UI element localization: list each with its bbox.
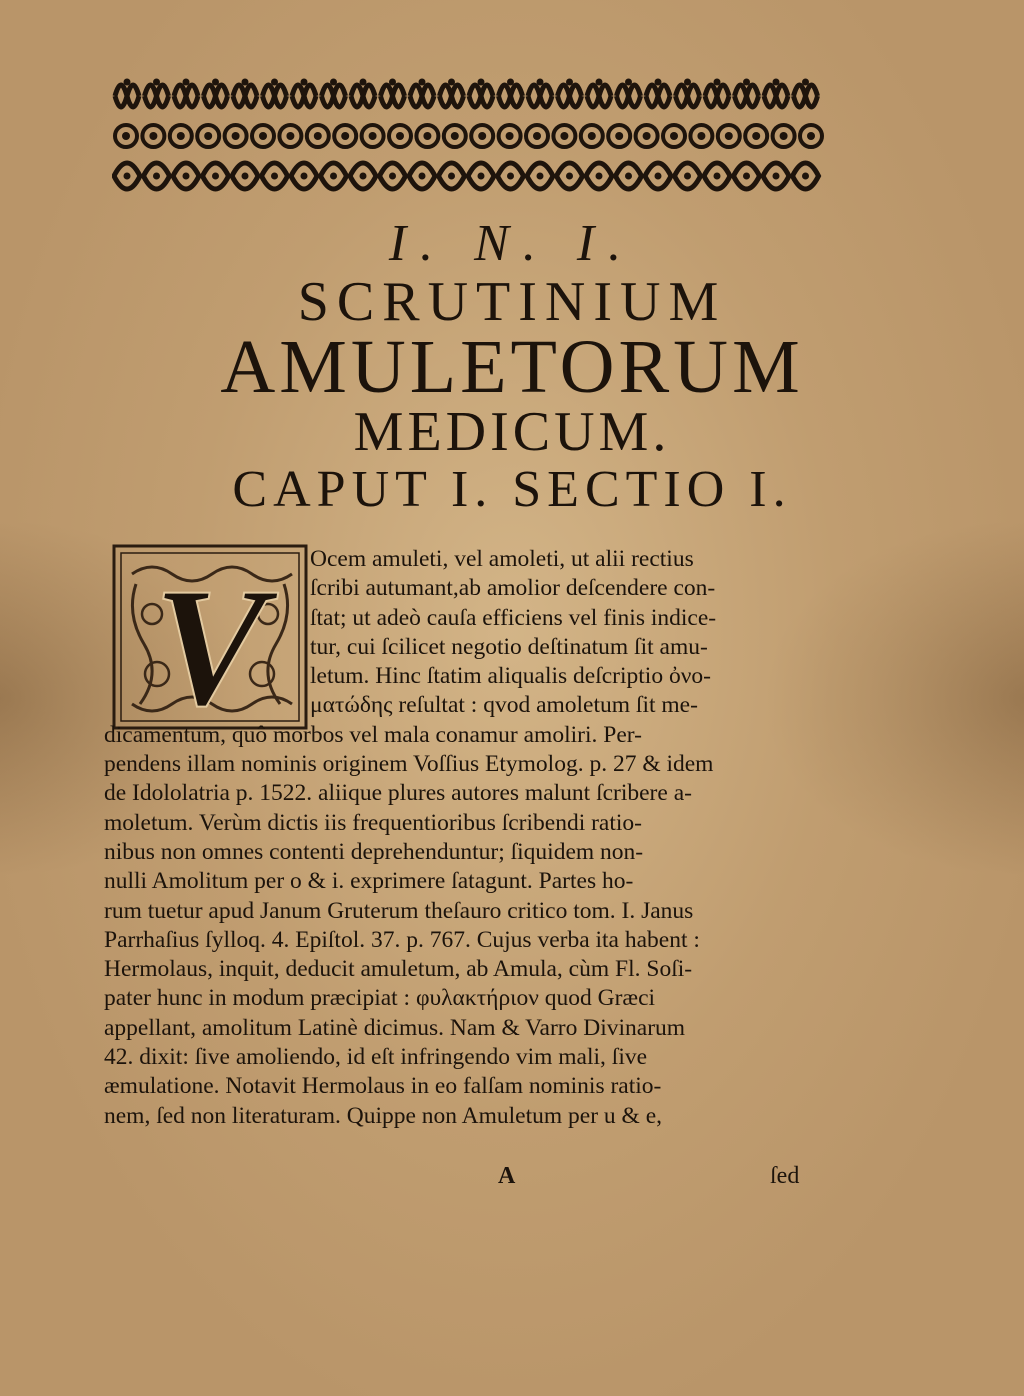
signature-mark: A	[498, 1163, 516, 1189]
ornament-glyph	[684, 173, 691, 180]
ornament-glyph	[780, 132, 788, 140]
ornament-glyph	[615, 132, 623, 140]
ornament-glyph	[292, 85, 316, 107]
text-line: appellant, amolitum Latinè dicimus. Nam & Varro Divinarum	[104, 1014, 686, 1041]
text-line: Ocem amuleti, vel amoleti, ut alii rectius	[310, 546, 694, 572]
text-line: dicamentum, quô morbos vel mala conamur amoliri. Per-	[104, 721, 642, 748]
ornament-glyph	[625, 79, 632, 86]
ornament-glyph	[351, 85, 375, 107]
invocation-initials: I. N. I.	[388, 215, 636, 272]
ornament-glyph	[183, 79, 190, 86]
text-line: ſcribi autumant,ab amolior deſcendere con-	[310, 575, 716, 602]
ornament-glyph	[735, 85, 759, 107]
ornament-glyph	[330, 173, 337, 180]
ornament-glyph	[448, 173, 455, 180]
ornament-glyph	[714, 79, 721, 86]
ornament-glyph	[145, 85, 169, 107]
ornament-glyph	[204, 85, 228, 107]
title-line-1: SCRUTINIUM	[297, 271, 727, 333]
ornament-glyph	[478, 79, 485, 86]
ornament-glyph	[764, 85, 788, 107]
title-line-2: AMULETORUM	[220, 325, 804, 409]
ornament-glyph	[389, 79, 396, 86]
text-line: tur, cui ſcilicet negotio deſtinatum ſit amu-	[310, 633, 708, 660]
ornament-glyph	[233, 85, 257, 107]
ornament-glyph	[360, 79, 367, 86]
ornament-glyph	[124, 173, 131, 180]
ornament-glyph	[714, 173, 721, 180]
ornament-glyph	[271, 79, 278, 86]
ornament-glyph	[177, 132, 185, 140]
ornament-glyph	[499, 85, 523, 107]
ornament-glyph	[242, 79, 249, 86]
ornament-glyph	[743, 173, 750, 180]
ornament-glyph	[440, 85, 464, 107]
ornament-glyph	[301, 79, 308, 86]
ornament-glyph	[566, 173, 573, 180]
text-line: de Idololatria p. 1522. aliique plures autores malunt ſcribere a-	[104, 780, 692, 807]
text-line: rum tuetur apud Janum Gruterum theſauro critico tom. I. Janus	[104, 897, 694, 924]
ornament-glyph	[643, 132, 651, 140]
title-line-3: MEDICUM.	[353, 401, 671, 463]
ornament-glyph	[381, 85, 405, 107]
ornament-glyph	[743, 79, 750, 86]
ornament-glyph	[153, 79, 160, 86]
ornament-glyph	[507, 173, 514, 180]
ornament-glyph	[655, 79, 662, 86]
ornament-glyph	[558, 85, 582, 107]
ornament-glyph	[389, 173, 396, 180]
ornamental-header-band	[112, 68, 834, 202]
text-line: nulli Amolitum per o & i. exprimere ſatagunt. Partes ho-	[104, 868, 634, 895]
text-line: Hermolaus, inquit, deducit amuletum, ab Amula, cùm Fl. Soſi-	[104, 956, 693, 983]
ornament-glyph	[773, 173, 780, 180]
ornament-glyph	[369, 132, 377, 140]
ornament-glyph	[773, 79, 780, 86]
ornament-svg	[112, 68, 834, 202]
ornament-glyph	[259, 132, 267, 140]
text-line: moletum. Verùm dictis iis frequentioribus ſcribendi ratio-	[104, 809, 642, 836]
ornament-glyph	[423, 132, 431, 140]
ornament-glyph	[560, 132, 568, 140]
text-line: letum. Hinc ſtatim aliqualis deſcriptio ὀνο-	[310, 663, 711, 690]
ornament-glyph	[271, 173, 278, 180]
ornament-glyph	[617, 85, 641, 107]
ornament-glyph	[507, 79, 514, 86]
ornament-glyph	[625, 173, 632, 180]
ornament-glyph	[419, 173, 426, 180]
ornament-glyph	[124, 79, 131, 86]
ornament-glyph	[263, 85, 287, 107]
catchword: ſed	[770, 1163, 800, 1189]
ornament-glyph	[506, 132, 514, 140]
ornament-glyph	[478, 173, 485, 180]
dropcap-letter: V	[153, 553, 267, 730]
ornament-glyph	[183, 173, 190, 180]
ornament-glyph	[153, 173, 160, 180]
ornament-glyph	[807, 132, 815, 140]
ornament-glyph	[697, 132, 705, 140]
ornament-glyph	[752, 132, 760, 140]
ornament-glyph	[587, 85, 611, 107]
text-line: æmulatione. Notavit Hermolaus in eo falſam nominis ratio-	[104, 1073, 662, 1100]
text-line: Parrhaſius ſylloq. 4. Epiſtol. 37. p. 767. Cujus verba ita habent :	[104, 926, 700, 953]
ornament-glyph	[802, 79, 809, 86]
text-line: nem, ſed non literaturam. Quippe non Amuletum per u & e,	[104, 1102, 662, 1129]
text-line: ſtat; ut adeò cauſa efficiens vel finis indice-	[310, 604, 717, 631]
ornament-glyph	[212, 79, 219, 86]
ornament-glyph	[537, 79, 544, 86]
ornament-glyph	[174, 85, 198, 107]
ornament-glyph	[341, 132, 349, 140]
text-line: ματώδης reſultat : qvod amoletum ſit me-	[310, 692, 698, 719]
ornament-glyph	[469, 85, 493, 107]
ornament-glyph	[396, 132, 404, 140]
chapter-heading: CAPUT I. SECTIO I.	[232, 461, 792, 518]
ornament-glyph	[588, 132, 596, 140]
ornament-glyph	[360, 173, 367, 180]
ornament-glyph	[242, 173, 249, 180]
ornament-glyph	[537, 173, 544, 180]
ornament-glyph	[330, 79, 337, 86]
ornament-glyph	[301, 173, 308, 180]
ornament-glyph	[566, 79, 573, 86]
main-text-block	[104, 545, 822, 1131]
ornament-glyph	[115, 85, 139, 107]
ornament-glyph	[478, 132, 486, 140]
ornament-glyph	[410, 85, 434, 107]
ornament-glyph	[528, 85, 552, 107]
ornament-glyph	[646, 85, 670, 107]
ornament-glyph	[802, 173, 809, 180]
text-line: pendens illam nominis originem Voſſius Etymolog. p. 27 & idem	[104, 751, 714, 778]
ornament-glyph	[149, 132, 157, 140]
ornament-glyph	[705, 85, 729, 107]
ornament-glyph	[122, 132, 130, 140]
ornament-glyph	[322, 85, 346, 107]
text-line: nibus non omnes contenti deprehenduntur; ſiquidem non-	[104, 838, 644, 865]
text-line: 42. dixit: ſive amoliendo, id eſt infringendo vim mali, ſive	[104, 1044, 648, 1071]
ornament-glyph	[212, 173, 219, 180]
ornament-glyph	[794, 85, 818, 107]
ornament-glyph	[670, 132, 678, 140]
ornament-glyph	[448, 79, 455, 86]
ornament-glyph	[655, 173, 662, 180]
ornament-glyph	[314, 132, 322, 140]
ornament-glyph	[596, 79, 603, 86]
ornament-glyph	[684, 79, 691, 86]
ornament-glyph	[232, 132, 240, 140]
text-line: pater hunc in modum præcipiat : φυλακτήριον quod Græci	[104, 985, 656, 1012]
ornament-glyph	[725, 132, 733, 140]
ornament-glyph	[419, 79, 426, 86]
ornament-glyph	[533, 132, 541, 140]
ornament-glyph	[204, 132, 212, 140]
ornament-glyph	[451, 132, 459, 140]
ornament-glyph	[596, 173, 603, 180]
ornament-glyph	[676, 85, 700, 107]
ornament-glyph	[286, 132, 294, 140]
